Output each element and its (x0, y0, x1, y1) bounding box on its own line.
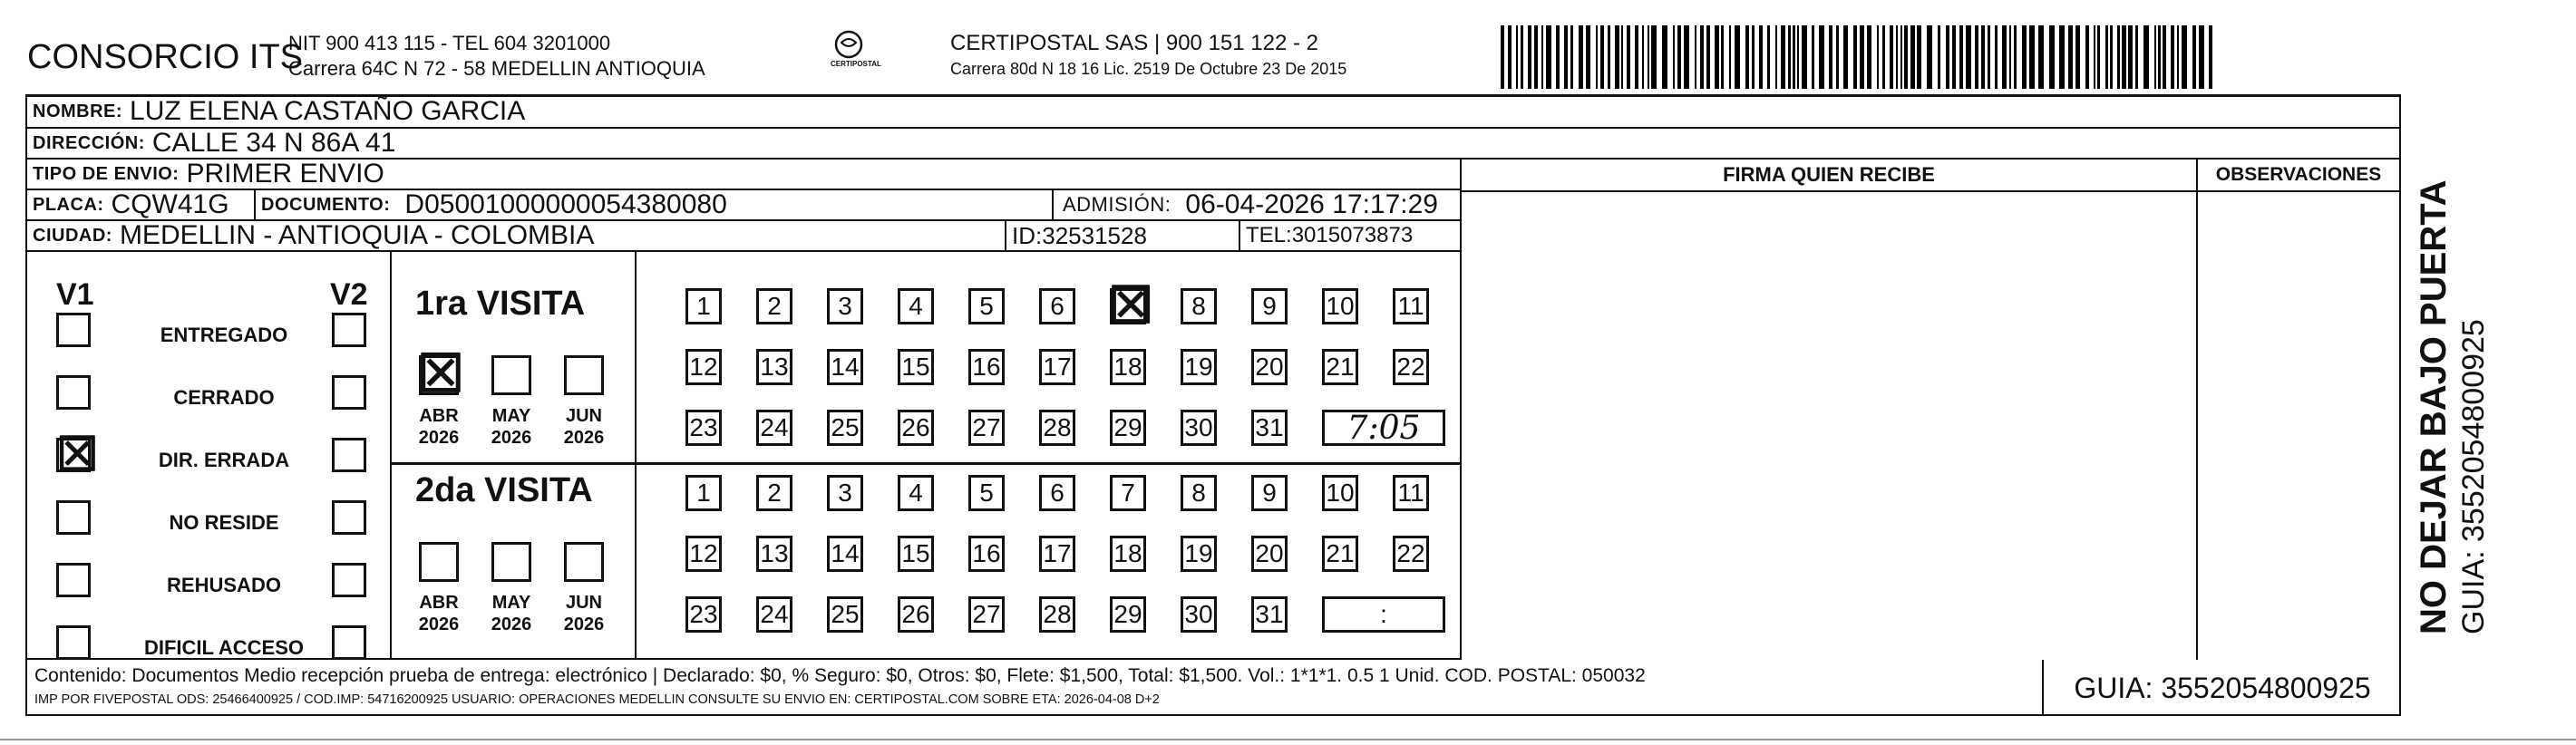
month-checkbox[interactable] (564, 355, 604, 395)
barcode-bar (1752, 25, 1755, 89)
day-cell[interactable]: 7 (1110, 475, 1146, 511)
barcode-bar (1673, 25, 1675, 89)
day-cell[interactable]: 13 (756, 536, 792, 572)
year-label: 2026 (563, 614, 605, 634)
side-warning: NO DEJAR BAJO PUERTA (2414, 179, 2454, 634)
month-label: ABR (419, 593, 459, 613)
barcode-bar (1508, 25, 1512, 89)
day-cell[interactable]: 19 (1181, 349, 1217, 385)
barcode-bar (1819, 25, 1824, 89)
barcode-bar (2009, 25, 2011, 89)
visit1-title: 1ra VISITA (415, 285, 586, 323)
v2-checkbox[interactable] (332, 500, 366, 535)
barcode-bar (2038, 25, 2044, 89)
month-label: JUN (565, 406, 602, 426)
barcode-bar (1867, 25, 1871, 89)
barcode-bar (2122, 25, 2126, 89)
observaciones-label: OBSERVACIONES (2198, 160, 2399, 192)
firma-panel (1460, 160, 2198, 660)
month-label: JUN (565, 593, 602, 613)
barcode-bar (1521, 25, 1523, 89)
day-cell[interactable]: 8 (1181, 288, 1217, 324)
placa-value: CQW41G (111, 189, 229, 219)
status-label: REHUSADO (167, 574, 281, 596)
time-field[interactable]: : (1322, 596, 1445, 633)
barcode-bar (1812, 25, 1814, 89)
barcode-bar (1684, 25, 1689, 89)
barcode-bar (1759, 25, 1763, 89)
day-cell[interactable]: 21 (1322, 536, 1358, 572)
ciudad-label: CIUDAD: (33, 226, 112, 246)
barcode-bar (1952, 25, 1956, 89)
barcode-bar (1627, 25, 1630, 89)
barcode-bar (1662, 25, 1667, 89)
barcode-bar (1546, 25, 1551, 89)
day-cell[interactable]: 30 (1181, 596, 1217, 633)
day-cell[interactable]: 28 (1039, 410, 1075, 446)
month-checkbox[interactable] (491, 355, 531, 395)
barcode-bar (1721, 25, 1724, 89)
barcode-bar (2049, 25, 2055, 89)
v2-label: V2 (330, 277, 368, 312)
barcode-bar (2022, 25, 2027, 89)
day-cell[interactable]: 16 (968, 536, 1005, 572)
barcode-bar (2094, 25, 2095, 89)
months-divider (635, 252, 637, 660)
nombre-label: NOMBRE: (33, 102, 123, 121)
barcode-bar (1946, 25, 1949, 89)
day-cell[interactable]: 29 (1110, 410, 1146, 446)
day-cell[interactable]: 24 (756, 410, 792, 446)
firma-label: FIRMA QUIEN RECIBE (1462, 160, 2196, 192)
day-cell[interactable]: 14 (827, 349, 863, 385)
tel-label: TEL: (1246, 223, 1292, 247)
barcode-bar (1988, 25, 1990, 89)
day-cell[interactable]: 31 (1251, 596, 1288, 633)
certipostal-info (950, 31, 1346, 82)
barcode-bar (1904, 25, 1908, 89)
v1-checkbox[interactable] (56, 500, 91, 535)
barcode-bar (1735, 25, 1740, 89)
day-cell[interactable]: 26 (898, 410, 934, 446)
barcode-bar (1802, 25, 1807, 89)
barcode-bar (1706, 25, 1710, 89)
barcode-bar (2059, 25, 2065, 89)
barcode-bar (1781, 25, 1785, 89)
barcode-bar (2199, 25, 2204, 89)
day-cell[interactable]: 21 (1322, 349, 1358, 385)
barcode-bar (2029, 25, 2035, 89)
admision-value: 06-04-2026 17:17:29 (1185, 189, 1438, 219)
logo-caption: CERTIPOSTAL (831, 60, 881, 68)
day-cell[interactable]: 25 (827, 410, 863, 446)
documento-cell (256, 190, 1054, 219)
barcode-bar (1648, 25, 1649, 89)
barcode-bar (1853, 25, 1857, 89)
day-cell[interactable]: 16 (968, 349, 1005, 385)
day-cell[interactable]: 6 (1039, 475, 1075, 511)
year-label: 2026 (563, 428, 605, 448)
day-cell[interactable]: 20 (1251, 349, 1288, 385)
barcode-bar (1896, 25, 1898, 89)
barcode-bar (2154, 25, 2156, 89)
day-cell[interactable]: 19 (1181, 536, 1217, 572)
day-cell[interactable]: 3 (827, 288, 863, 324)
barcode-bar (1516, 25, 1518, 89)
barcode-bar (1829, 25, 1832, 89)
barcode-bar (2117, 25, 2120, 89)
barcode-bar (2163, 25, 2166, 89)
day-cell[interactable]: 20 (1251, 536, 1288, 572)
footer-contenido: Contenido: Documentos Medio recepción prueba de entrega: electrónico | Declarado: $0, % Seguro: $0, Otros: $0, Flete: $1,500, Total: $1,500. Vol.: 1*1*1. 0.5 1 Unid. COD. POSTAL: 050032 (34, 665, 1646, 686)
barcode-bar (1729, 25, 1731, 89)
certipostal-name: CERTIPOSTAL SAS | 900 151 122 - 2 (950, 31, 1318, 55)
status-label: DIFICIL ACCESO (143, 636, 304, 659)
barcode-bar (1959, 25, 1963, 89)
documento-label: DOCUMENTO: (261, 195, 391, 215)
day-cell[interactable]: 22 (1393, 349, 1429, 385)
tipo-value: PRIMER ENVIO (186, 159, 384, 189)
company-address: Carrera 64C N 72 - 58 MEDELLIN ANTIOQUIA (288, 57, 705, 80)
barcode-bar (1556, 25, 1560, 89)
time-field[interactable]: 7:05 (1322, 410, 1445, 446)
barcode-bar (1528, 25, 1531, 89)
day-cell[interactable]: 23 (685, 596, 722, 633)
id-value: 32531528 (1042, 222, 1147, 249)
v1-label: V1 (56, 277, 94, 312)
barcode-bar (1995, 25, 1998, 89)
day-cell[interactable]: 4 (898, 475, 934, 511)
v2-checkbox[interactable] (332, 625, 366, 660)
id-cell (1006, 221, 1240, 250)
day-cell[interactable]: 9 (1251, 475, 1288, 511)
barcode-bar (1843, 25, 1848, 89)
barcode-bar (1700, 25, 1704, 89)
barcode-bar (2097, 25, 2100, 89)
barcode-bar (2014, 25, 2017, 89)
barcode-bar (1635, 25, 1638, 89)
barcode-bar (1715, 25, 1719, 89)
ciudad-cell (27, 221, 1006, 250)
barcode-bar (1793, 25, 1795, 89)
placa-cell (27, 190, 256, 219)
v2-checkbox[interactable] (332, 375, 366, 410)
barcode-bar (1596, 25, 1598, 89)
barcode-bar (2177, 25, 2179, 89)
status-label: ENTREGADO (160, 324, 288, 346)
nombre-value: LUZ ELENA CASTAÑO GARCIA (130, 96, 526, 126)
side-text (2412, 127, 2548, 634)
visits-divider (392, 462, 1462, 465)
barcode-bar (1564, 25, 1568, 89)
v2-checkbox[interactable] (332, 313, 366, 347)
day-cell[interactable]: 11 (1393, 288, 1429, 324)
day-cell[interactable]: 9 (1251, 288, 1288, 324)
day-cell[interactable]: 31 (1251, 410, 1288, 446)
day-cell[interactable]: 12 (685, 536, 722, 572)
month-checkbox[interactable] (419, 542, 459, 582)
bottom-rule (0, 739, 2576, 740)
barcode-bar (2002, 25, 2007, 89)
ciudad-row (25, 221, 1462, 252)
month-checkbox[interactable] (491, 542, 531, 582)
company-name: CONSORCIO ITS (27, 38, 304, 76)
barcode-bar (1745, 25, 1749, 89)
day-cell[interactable]: 5 (968, 288, 1005, 324)
barcode-bar (1836, 25, 1839, 89)
year-label: 2026 (418, 428, 460, 448)
day-cell[interactable]: 12 (685, 349, 722, 385)
day-cell[interactable]: 29 (1110, 596, 1146, 633)
barcode-bar (1570, 25, 1573, 89)
day-cell[interactable]: 3 (827, 475, 863, 511)
barcode-bar (1910, 25, 1915, 89)
month-checkbox[interactable] (564, 542, 604, 582)
nombre-row (25, 94, 2401, 129)
barcode-bar (2105, 25, 2108, 89)
barcode-bar (1651, 25, 1657, 89)
day-cell[interactable]: 27 (968, 410, 1005, 446)
day-cell[interactable]: 10 (1322, 288, 1358, 324)
day-cell[interactable]: 5 (968, 475, 1005, 511)
direccion-row (25, 129, 2401, 160)
barcode-bar (1938, 25, 1940, 89)
day-cell[interactable]: 25 (827, 596, 863, 633)
day-cell[interactable]: 10 (1322, 475, 1358, 511)
barcode-bar (2209, 25, 2212, 89)
month-label: MAY (491, 593, 531, 613)
status-label: CERRADO (173, 386, 275, 409)
barcode-bar (2085, 25, 2089, 89)
certipostal-address: Carrera 80d N 18 16 Lic. 2519 De Octubre 23 De 2015 (950, 60, 1347, 78)
barcode-bar (2192, 25, 2196, 89)
day-cell[interactable]: 11 (1393, 475, 1429, 511)
status-label: NO RESIDE (169, 511, 279, 534)
barcode-bar (1975, 25, 1978, 89)
day-cell[interactable]: 8 (1181, 475, 1217, 511)
year-label: 2026 (418, 614, 460, 634)
month-label: ABR (419, 406, 459, 426)
day-cell[interactable]: 1 (685, 288, 722, 324)
day-cell[interactable]: 27 (968, 596, 1005, 633)
barcode-bar (1621, 25, 1623, 89)
barcode-bar (1541, 25, 1543, 89)
day-cell[interactable]: 17 (1039, 536, 1075, 572)
day-cell[interactable]: 1 (685, 475, 722, 511)
footer-imp: IMP POR FIVEPOSTAL ODS: 25466400925 / COD.IMP: 54716200925 USUARIO: OPERACIONES MEDELLIN CONSULTE SU ENVIO EN: CERTIPOSTAL.COM SOBRE ETA: 2026-04-08 D+2 (34, 692, 1160, 707)
day-cell[interactable]: 28 (1039, 596, 1075, 633)
barcode-bar (1586, 25, 1590, 89)
direccion-label: DIRECCIÓN: (33, 133, 145, 153)
day-cell[interactable]: 6 (1039, 288, 1075, 324)
barcode-bar (1608, 25, 1610, 89)
side-guia: GUIA: 3552054800925 (2456, 319, 2491, 634)
barcode-bar (1695, 25, 1696, 89)
barcode-bar (1788, 25, 1791, 89)
day-cell[interactable]: 13 (756, 349, 792, 385)
barcode-bar (2143, 25, 2149, 89)
observaciones-panel (2198, 160, 2401, 660)
day-cell[interactable]: 18 (1110, 349, 1146, 385)
day-cell[interactable]: 24 (756, 596, 792, 633)
barcode-bar (1927, 25, 1932, 89)
barcode-bar (1600, 25, 1604, 89)
day-cell[interactable]: 22 (1393, 536, 1429, 572)
direccion-value: CALLE 34 N 86A 41 (151, 128, 396, 158)
v1-checkbox[interactable] (56, 313, 91, 347)
day-cell[interactable]: 2 (756, 288, 792, 324)
x-mark-icon: ☒ (1108, 276, 1154, 334)
barcode-bar (1877, 25, 1879, 89)
barcode-bar (1860, 25, 1864, 89)
barcode (1501, 25, 2226, 89)
day-cell[interactable]: 17 (1039, 349, 1075, 385)
barcode-bar (2158, 25, 2161, 89)
barcode-bar (1775, 25, 1777, 89)
day-cell[interactable]: 4 (898, 288, 934, 324)
day-cell[interactable]: 23 (685, 410, 722, 446)
v2-checkbox[interactable] (332, 563, 366, 597)
barcode-bar (1579, 25, 1583, 89)
v1-checkbox[interactable] (56, 375, 91, 410)
day-cell[interactable]: 18 (1110, 536, 1146, 572)
barcode-bar (2075, 25, 2080, 89)
day-cell[interactable]: 15 (898, 536, 934, 572)
barcode-bar (1917, 25, 1921, 89)
barcode-bar (1890, 25, 1893, 89)
day-cell[interactable]: 26 (898, 596, 934, 633)
barcode-bar (2128, 25, 2133, 89)
tel-cell (1240, 222, 1413, 249)
day-cell[interactable]: 30 (1181, 410, 1217, 446)
barcode-bar (1900, 25, 1902, 89)
barcode-bar (2135, 25, 2138, 89)
company-info (288, 31, 705, 82)
status-label: DIR. ERRADA (158, 449, 290, 471)
x-mark-icon: ☒ (417, 344, 464, 403)
barcode-bar (2182, 25, 2187, 89)
admision-label: ADMISIÓN: (1063, 193, 1171, 216)
certipostal-logo-icon (831, 29, 881, 68)
barcode-bar (2110, 25, 2113, 89)
ciudad-value: MEDELLIN - ANTIOQUIA - COLOMBIA (119, 220, 595, 250)
barcode-bar (1767, 25, 1770, 89)
barcode-bar (1882, 25, 1885, 89)
barcode-bar (1615, 25, 1619, 89)
footer-guia: GUIA: 3552054800925 (2042, 660, 2401, 716)
barcode-bar (1966, 25, 1971, 89)
documento-value: D05001000000054380080 (404, 189, 727, 219)
placa-label: PLACA: (33, 195, 104, 215)
company-nit: NIT 900 413 115 - TEL 604 3201000 (288, 32, 611, 54)
status-divider (390, 252, 392, 660)
tel-value: 3015073873 (1291, 223, 1414, 247)
tipo-label: TIPO DE ENVIO: (33, 164, 180, 184)
tipo-row (25, 160, 1462, 190)
barcode-bar (2068, 25, 2073, 89)
visit2-title: 2da VISITA (415, 471, 593, 509)
barcode-bar (2171, 25, 2174, 89)
year-label: 2026 (491, 428, 532, 448)
barcode-bar (1501, 25, 1504, 89)
x-mark-icon: ☒ (56, 429, 99, 481)
placa-row (25, 190, 1462, 221)
day-cell[interactable]: 14 (827, 536, 863, 572)
barcode-bar (1981, 25, 1985, 89)
admision-cell (1054, 191, 1438, 218)
v2-checkbox[interactable] (332, 438, 366, 472)
id-label: ID: (1012, 222, 1043, 249)
barcode-bar (1677, 25, 1681, 89)
day-cell[interactable]: 2 (756, 475, 792, 511)
v1-checkbox[interactable] (56, 625, 91, 660)
month-label: MAY (491, 406, 531, 426)
day-cell[interactable]: 15 (898, 349, 934, 385)
v1-checkbox[interactable] (56, 563, 91, 597)
barcode-bar (1797, 25, 1799, 89)
year-label: 2026 (491, 614, 532, 634)
barcode-bar (1642, 25, 1644, 89)
barcode-bar (1534, 25, 1538, 89)
